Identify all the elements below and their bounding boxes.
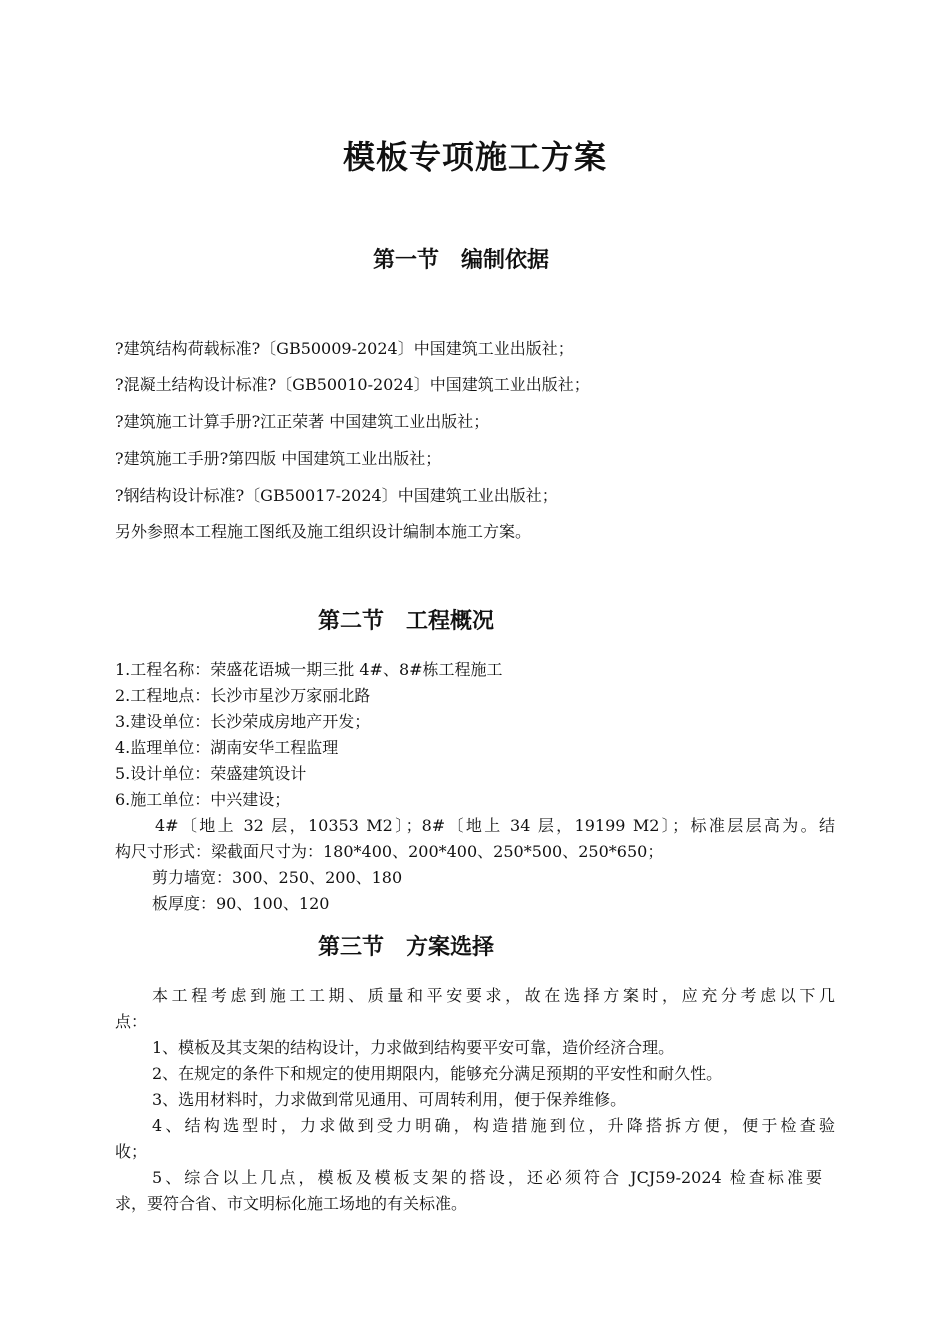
section-2-line-9: 剪力墙宽：300、250、200、180 xyxy=(152,868,403,887)
section-1-heading: 第一节 编制依据 xyxy=(373,248,550,273)
section-2-line-5: 5.设计单位：荣盛建筑设计 xyxy=(115,764,307,783)
section-3-line-1: 本工程考虑到施工工期、质量和平安要求，故在选择方案时，应充分考虑以下几 xyxy=(152,986,835,1005)
section-1-line-5: ?钢结构设计标准?〔GB50017-2024〕中国建筑工业出版社； xyxy=(115,486,558,505)
section-3-line-8: 5、综合以上几点，模板及模板支架的搭设，还必须符合 JCJ59-2024 检查标准要 xyxy=(152,1168,822,1187)
section-2-line-7: 4#〔地上 32 层，10353 M2〕；8#〔地上 34 层，19199 M2〕；标准层层高为。结 xyxy=(155,816,835,835)
section-3-line-7: 收； xyxy=(115,1142,148,1161)
section-2-line-2: 2.工程地点：长沙市星沙万家丽北路 xyxy=(115,686,371,705)
section-1-line-4: ?建筑施工手册?第四版 中国建筑工业出版社； xyxy=(115,449,442,468)
section-2-line-8: 构尺寸形式：梁截面尺寸为：180*400、200*400、250*500、250*650； xyxy=(115,842,664,861)
section-1-line-2: ?混凝土结构设计标准?〔GB50010-2024〕中国建筑工业出版社； xyxy=(115,375,590,394)
section-1-line-3: ?建筑施工计算手册?江正荣著 中国建筑工业出版社； xyxy=(115,412,490,431)
section-1-line-6: 另外参照本工程施工图纸及施工组织设计编制本施工方案。 xyxy=(115,522,532,541)
section-2-line-6: 6.施工单位：中兴建设； xyxy=(115,790,291,809)
section-3-line-5: 3、选用材料时，力求做到常见通用、可周转利用，便于保养维修。 xyxy=(152,1090,627,1109)
section-2-line-3: 3.建设单位：长沙荣成房地产开发； xyxy=(115,712,371,731)
section-3-line-2: 点： xyxy=(115,1012,148,1031)
section-3-heading: 第三节 方案选择 xyxy=(318,935,495,960)
section-1-line-1: ?建筑结构荷载标准?〔GB50009-2024〕中国建筑工业出版社； xyxy=(115,339,574,358)
section-3-line-6: 4、结构选型时，力求做到受力明确，构造措施到位，升降搭拆方便，便于检查验 xyxy=(152,1116,835,1135)
section-3-line-4: 2、在规定的条件下和规定的使用期限内，能够充分满足预期的平安性和耐久性。 xyxy=(152,1064,723,1083)
section-2-line-4: 4.监理单位：湖南安华工程监理 xyxy=(115,738,339,757)
section-2-line-1: 1.工程名称：荣盛花语城一期三批 4#、8#栋工程施工 xyxy=(115,660,503,679)
section-2-heading: 第二节 工程概况 xyxy=(318,609,495,634)
section-3-line-3: 1、模板及其支架的结构设计，力求做到结构要平安可靠，造价经济合理。 xyxy=(152,1038,675,1057)
document-title: 模板专项施工方案 xyxy=(342,138,607,176)
section-3-line-9: 求，要符合省、市文明标化施工场地的有关标准。 xyxy=(115,1194,468,1213)
section-2-line-10: 板厚度：90、100、120 xyxy=(152,894,330,913)
